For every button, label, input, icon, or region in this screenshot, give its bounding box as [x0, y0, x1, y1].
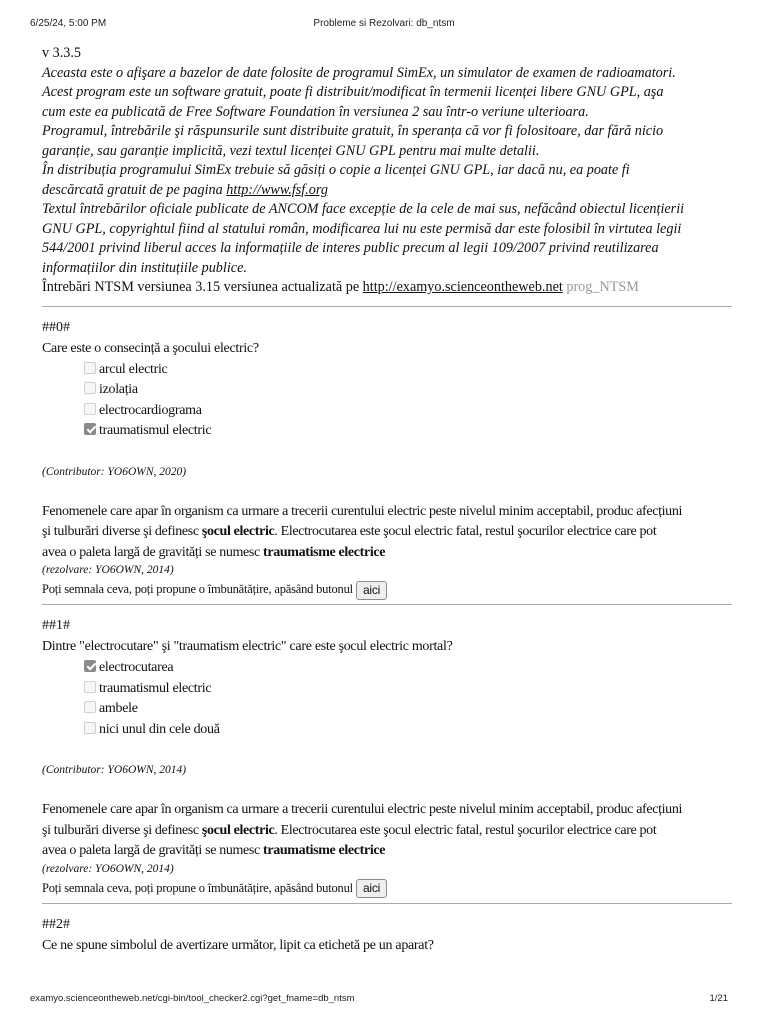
- explanation-line: [42, 543, 732, 564]
- answer-option[interactable]: [84, 720, 732, 741]
- answer-option[interactable]: [84, 401, 732, 422]
- answer-checkbox-checked[interactable]: [84, 423, 96, 435]
- question-text: Ce ne spune simbolul de avertizare următor, lipit ca etichetă pe un aparat?: [42, 937, 434, 953]
- answer-option[interactable]: [84, 699, 732, 720]
- explanation-bold: traumatisme electrice: [263, 544, 386, 560]
- ancom-line: Textul întrebărilor oficiale publicate de ANCOM face excepție de la cele de mai sus, nefăcând obiectul licențierii: [42, 201, 685, 217]
- contributor-note: (Contributor: YO6OWN, 2020): [42, 465, 187, 478]
- ntsm-prefix: Întrebări NTSM versiunea 3.15 versiunea actualizată pe: [42, 279, 363, 295]
- report-button[interactable]: aici: [356, 879, 387, 898]
- rezolvare-note: (rezolvare: YO6OWN, 2014): [42, 862, 174, 875]
- rezolvare-note: (rezolvare: YO6OWN, 2014): [42, 564, 174, 576]
- explanation-line: [42, 841, 732, 862]
- explanation-bold: şocul electric: [201, 822, 275, 838]
- explanation-bold: şocul electric: [201, 524, 275, 539]
- explanation-text: şi tulburări diverse şi definesc: [42, 524, 202, 539]
- report-text: Poți semnala ceva, poți propune o îmbunătățire, apăsând butonul: [42, 880, 353, 895]
- answer-checkbox[interactable]: [84, 403, 96, 415]
- answer-label: electrocutarea: [99, 660, 174, 675]
- answer-checkbox[interactable]: [84, 362, 96, 374]
- explanation-text: . Electrocutarea este şocul electric fatal, restul şocurilor electrice care pot: [274, 524, 657, 539]
- answer-checkbox[interactable]: [84, 681, 96, 693]
- answer-label: izolația: [99, 382, 138, 397]
- fsf-link[interactable]: http://www.fsf.org: [226, 181, 328, 198]
- print-datetime: 6/25/24, 5:00 PM: [30, 18, 107, 29]
- explanation-text: . Electrocutarea este şocul electric fatal, restul şocurilor electrice care pot: [274, 822, 657, 838]
- intro-section: [42, 44, 732, 298]
- report-row: [42, 577, 732, 601]
- answer-option[interactable]: [84, 679, 732, 700]
- question-text: Care este o consecință a şocului electric?: [42, 340, 259, 356]
- answer-checkbox-checked[interactable]: [84, 660, 96, 672]
- question-id: ##0#: [42, 319, 70, 335]
- explanation: [42, 800, 732, 862]
- intro-line: cum este ea publicată de Free Software Foundation în versiunea 2 sau într-o veriune ulterioara.: [42, 103, 589, 120]
- separator: [42, 306, 732, 307]
- answer-option[interactable]: [84, 658, 732, 679]
- question-block: [42, 615, 732, 900]
- answer-label: traumatismul electric: [99, 423, 212, 438]
- answer-option[interactable]: [84, 360, 732, 381]
- report-row: [42, 876, 732, 900]
- prog-ntsm-link[interactable]: prog_NTSM: [562, 279, 639, 295]
- intro-line: Programul, întrebările şi răspunsurile sunt distribuite gratuit, în speranța că vor fi folositoare, dar fără nicio: [42, 123, 664, 139]
- answer-checkbox[interactable]: [84, 722, 96, 734]
- ancom-line: GNU GPL, copyrightul fiind al statului român, modificarea lui nu este permisă dar este folosibil în virtutea legii: [42, 220, 682, 237]
- intro-line: Acest program este un software gratuit, poate fi distribuit/modificat în termenii licenței libere GNU GPL, aşa: [42, 84, 664, 100]
- answer-options: [42, 360, 732, 442]
- separator: [42, 903, 732, 904]
- question-id: ##1#: [42, 618, 70, 633]
- question-block: [42, 317, 732, 602]
- intro-line: Aceasta este o afişare a bazelor de date folosite de programul SimEx, un simulator de examen de radioamatori.: [42, 64, 676, 81]
- answer-label: electrocardiograma: [99, 402, 202, 418]
- explanation-line: [42, 522, 732, 543]
- report-text: Poți semnala ceva, poți propune o îmbunătățire, apăsând butonul: [42, 582, 353, 596]
- answer-label: ambele: [99, 701, 138, 716]
- answer-checkbox[interactable]: [84, 701, 96, 713]
- ancom-line: informațiilor din instituțiile publice.: [42, 259, 247, 276]
- answer-options: [42, 658, 732, 740]
- explanation-bold: traumatisme electrice: [263, 843, 386, 858]
- answer-label: nici unul din cele două: [99, 721, 220, 737]
- intro-line: garanție, sau garanție implicită, vezi textul licenței GNU GPL pentru mai multe detalii.: [42, 142, 540, 159]
- question-block: [42, 914, 732, 956]
- page-content: [42, 44, 732, 956]
- answer-option[interactable]: [84, 380, 732, 401]
- ntsm-line: [42, 278, 732, 298]
- explanation-line: Fenomenele care apar în organism ca urmare a trecerii curentului electric peste nivelul minim acceptabil, produc afecțiuni: [42, 503, 683, 519]
- version-label: v 3.3.5: [42, 45, 82, 61]
- separator: [42, 604, 732, 605]
- fsf-line: [42, 181, 732, 201]
- explanation-line: Fenomenele care apar în organism ca urmare a trecerii curentului electric peste nivelul minim acceptabil, produc afecțiuni: [42, 802, 683, 817]
- explanation-line: [42, 821, 732, 842]
- answer-label: arcul electric: [99, 361, 168, 377]
- ancom-line: 544/2001 privind liberul acces la informațiile de interes public precum al legii 109/2007 privind reutilizarea: [42, 240, 659, 256]
- print-title: Probleme si Rezolvari: db_ntsm: [313, 18, 455, 29]
- explanation: [42, 502, 732, 564]
- explanation-text: avea o paleta largă de gravități se numesc: [42, 544, 264, 560]
- answer-checkbox[interactable]: [84, 382, 96, 394]
- print-url: examyo.scienceontheweb.net/cgi-bin/tool_checker2.cgi?get_fname=db_ntsm: [30, 993, 355, 1004]
- report-button[interactable]: aici: [356, 581, 387, 600]
- intro-line: În distribuția programului SimEx trebuie să găsiți o copie a licenței GNU GPL, iar dacă nu, ea poate fi: [42, 162, 630, 178]
- fsf-prefix: descărcată gratuit de pe pagina: [42, 181, 227, 198]
- page-number: 1/21: [709, 993, 728, 1004]
- examyo-link[interactable]: http://examyo.scienceontheweb.net: [362, 279, 563, 295]
- answer-label: traumatismul electric: [99, 680, 212, 696]
- answer-option[interactable]: [84, 421, 732, 442]
- explanation-text: avea o paleta largă de gravități se numesc: [42, 843, 264, 858]
- contributor-note: (Contributor: YO6OWN, 2014): [42, 764, 187, 776]
- question-id: ##2#: [42, 916, 70, 932]
- explanation-text: şi tulburări diverse şi definesc: [42, 822, 202, 838]
- question-text: Dintre "electrocutare" şi "traumatism electric" care este şocul electric mortal?: [42, 639, 453, 654]
